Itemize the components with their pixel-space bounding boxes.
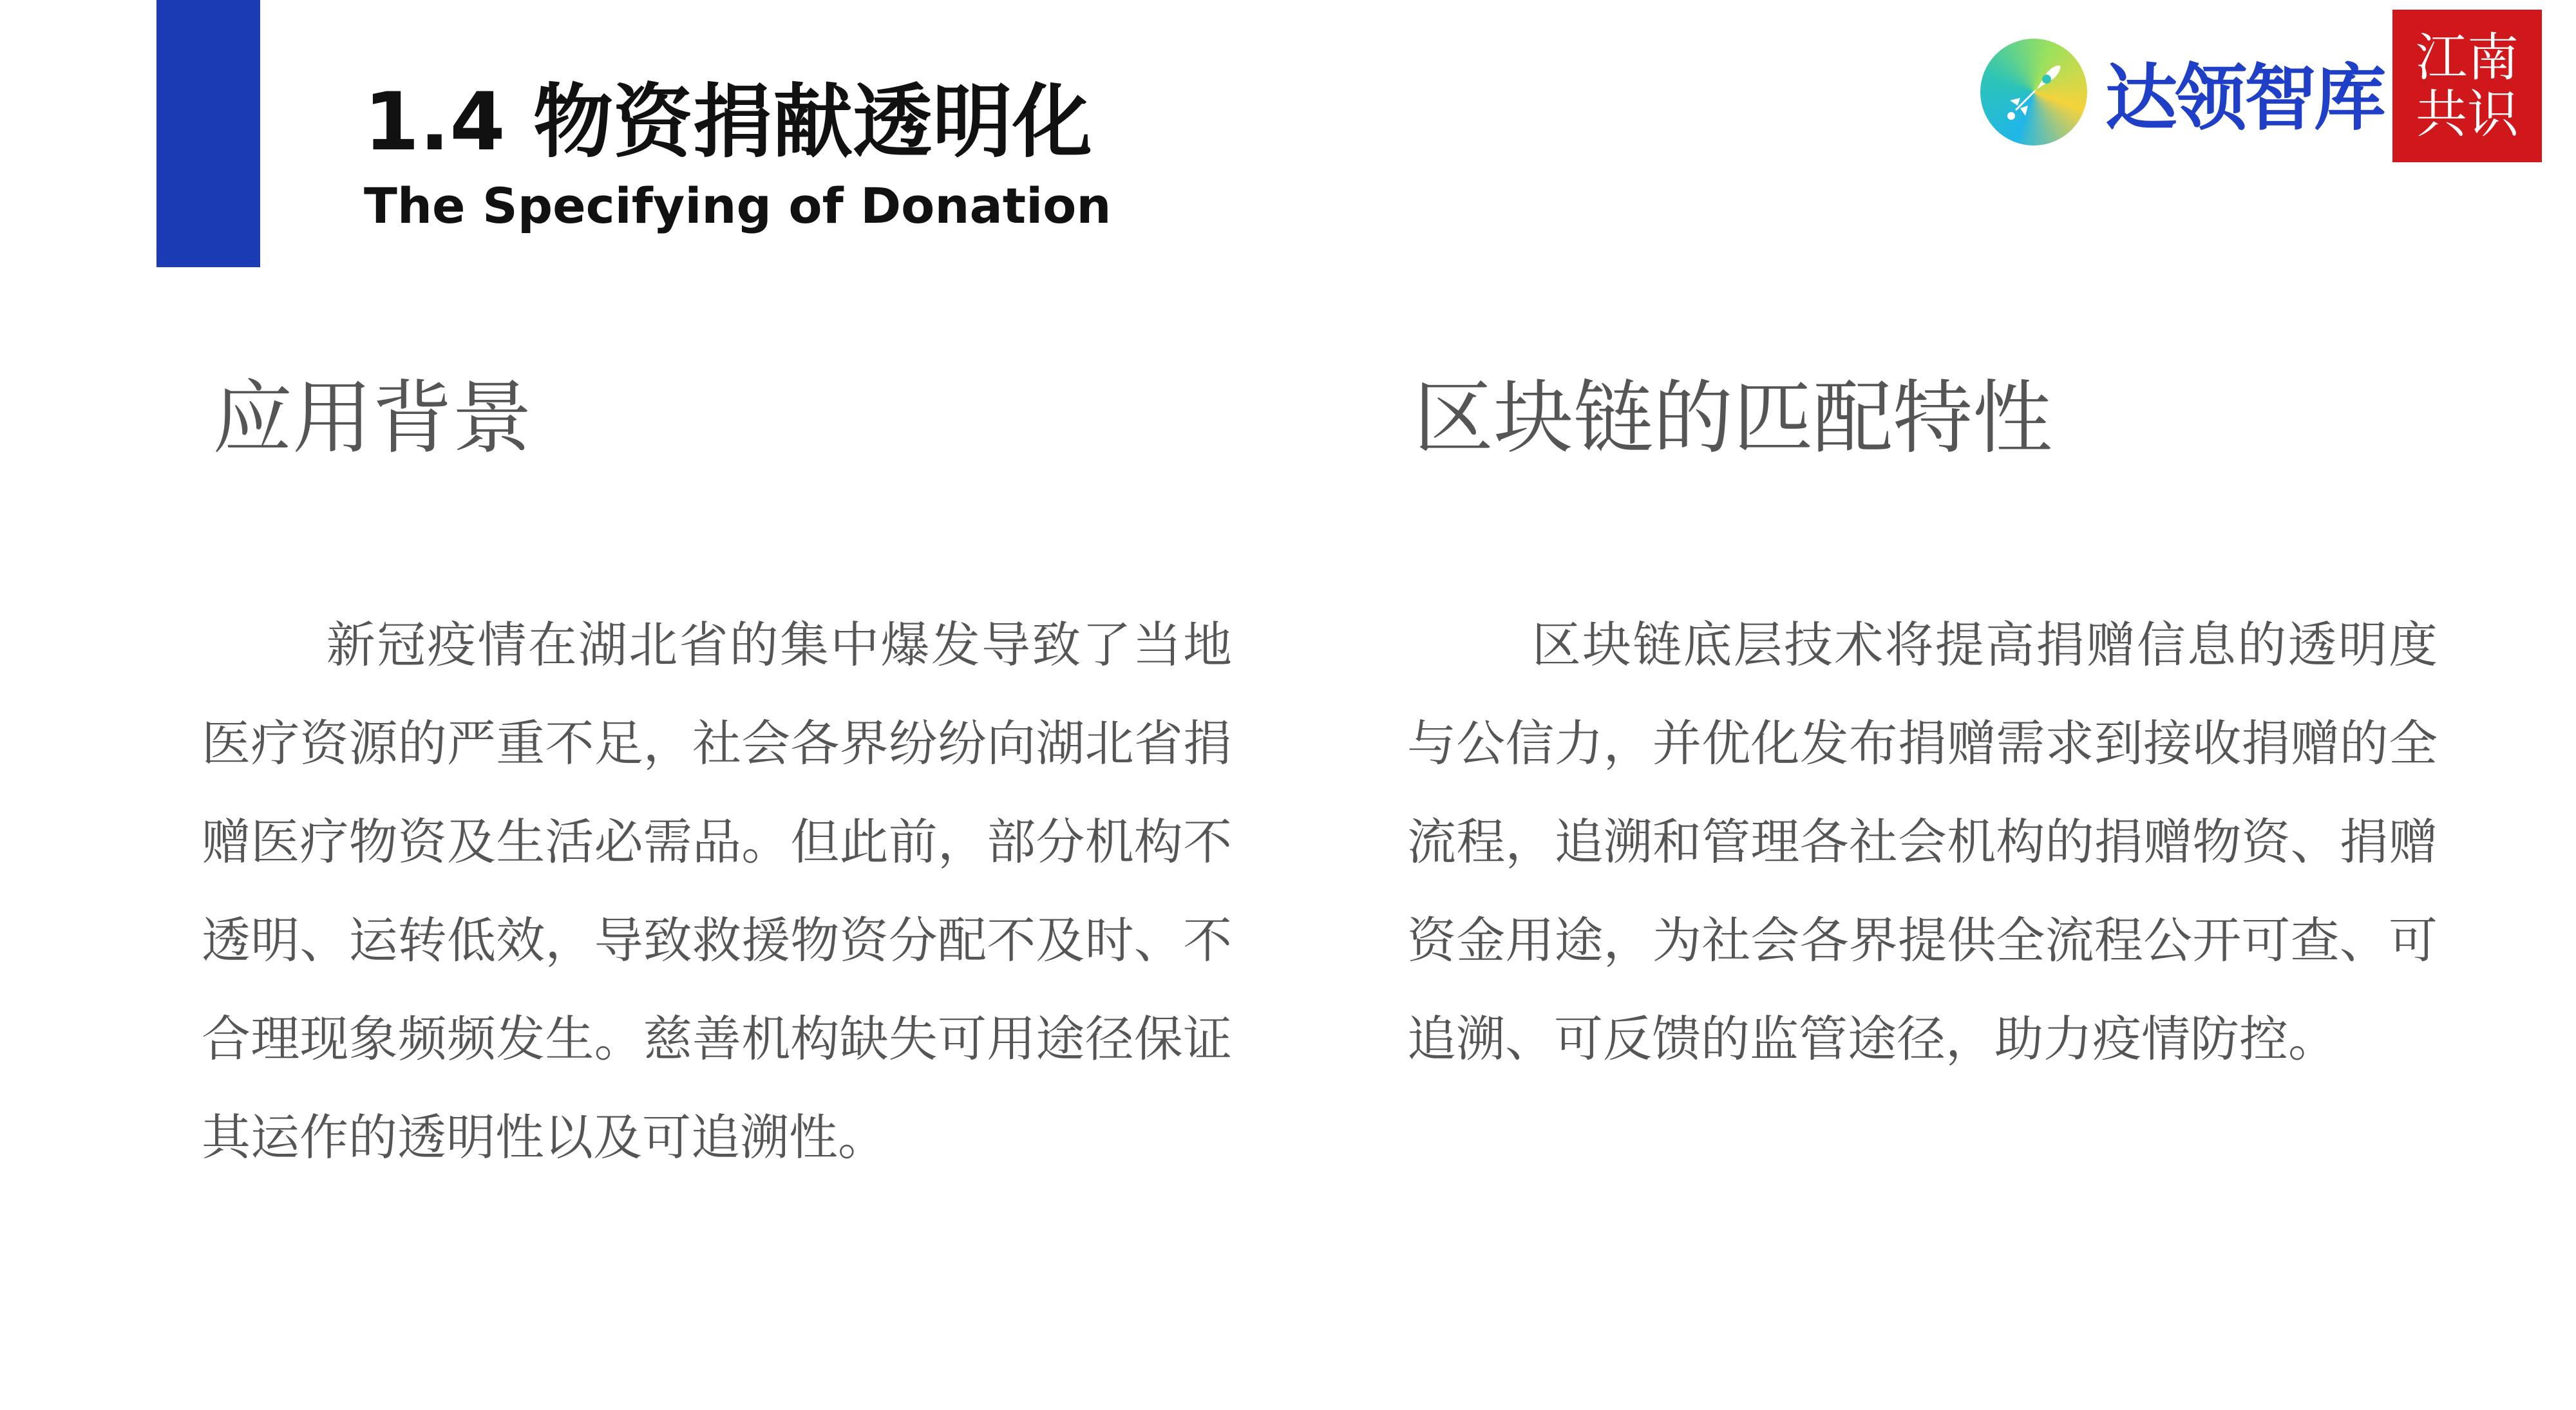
paragraph-blockchain-text: 区块链底层技术将提高捐赠信息的透明度与公信力，并优化发布捐赠需求到接收捐赠的全流程，追溯和管理各社会机构的捐赠物资、捐赠资金用途，为社会各界提供全流程公开可查、可追溯、可反馈的监管途径，助力疫情防控。 — [1407, 616, 2438, 1067]
section-heading-blockchain: 区块链的匹配特性 — [1414, 372, 2053, 465]
section-heading-background: 应用背景 — [213, 372, 533, 465]
paragraph-blockchain — [1407, 596, 2438, 1088]
brand-logo — [1980, 37, 2383, 147]
logo-text: 达领智库 — [2105, 56, 2383, 140]
seal-stamp — [2392, 10, 2542, 162]
accent-bar — [156, 0, 260, 267]
paragraph-background — [202, 596, 1232, 1187]
page-title: 1.4 物资捐献透明化 — [364, 76, 1092, 169]
seal-line-2: 共识 — [2416, 84, 2519, 144]
seal-line-1: 江南 — [2416, 27, 2519, 88]
page-subtitle: The Specifying of Donation — [364, 177, 1112, 234]
rocket-icon — [1980, 39, 2087, 146]
paragraph-background-text: 新冠疫情在湖北省的集中爆发导致了当地医疗资源的严重不足，社会各界纷纷向湖北省捐赠医疗物资及生活必需品。但此前，部分机构不透明、运转低效，导致救援物资分配不及时、不合理现象频频发生。慈善机构缺失可用途径保证其运作的透明性以及可追溯性。 — [202, 616, 1232, 1166]
